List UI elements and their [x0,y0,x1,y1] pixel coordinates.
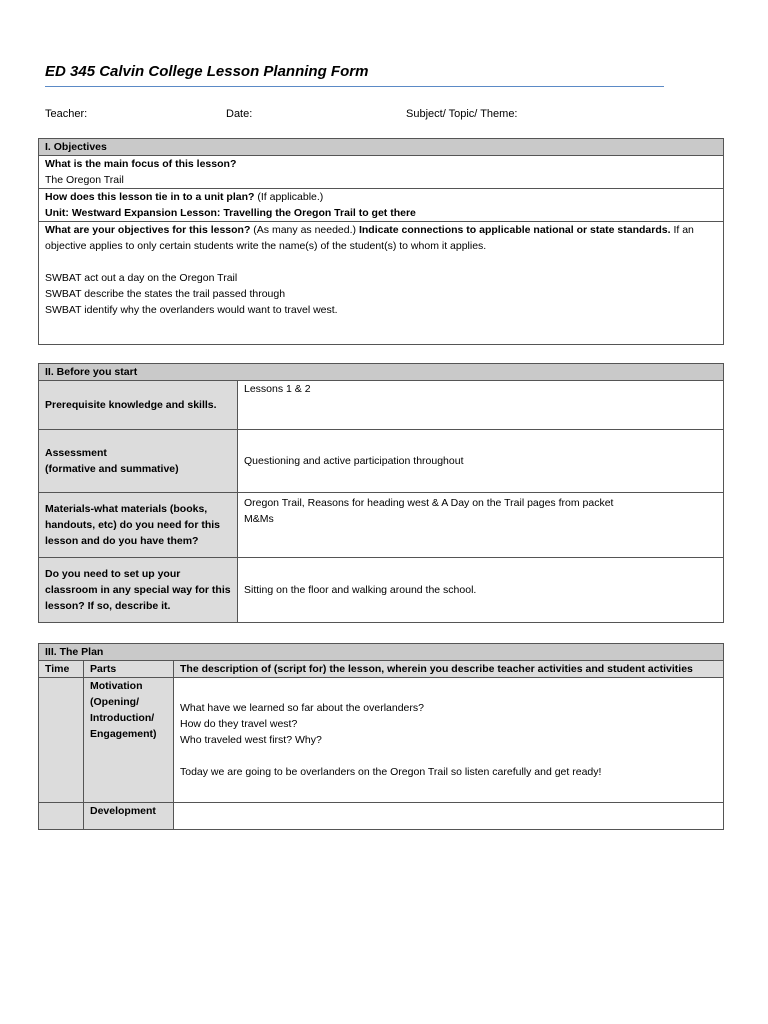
standards-instruction: Indicate connections to applicable national or state standards. [358,224,671,236]
motivation-label: Motivation (Opening/ Introduction/ Engagement) [84,678,174,803]
development-description [174,803,724,830]
main-focus-answer: The Oregon Trail [45,174,124,186]
form-title: ED 345 Calvin College Lesson Planning Form [45,63,369,80]
classroom-setup-label: Do you need to set up your classroom in any special way for this lesson? If so, describe it. [39,558,238,623]
materials-label: Materials-what materials (books, handouts, etc) do you need for this lesson and do you have them? [39,493,238,558]
objectives-question: What are your objectives for this lesson? [45,224,251,236]
motivation-time-cell [39,678,84,803]
date-label: Date: [226,108,253,120]
main-focus-question: What is the main focus of this lesson? [45,158,237,170]
development-time-cell [39,803,84,830]
before-table [38,363,724,623]
title-rule [45,86,664,87]
unit-plan-cell [39,189,724,222]
unit-plan-answer: Unit: Westward Expansion Lesson: Travelling the Oregon Trail to get there [45,207,416,219]
subject-label: Subject/ Topic/ Theme: [406,108,518,120]
objective-item: SWBAT act out a day on the Oregon Trail [45,272,238,284]
objectives-note: (As many as needed.) [250,224,359,236]
classroom-setup-value: Sitting on the floor and walking around the school. [238,558,724,623]
objective-item: SWBAT identify why the overlanders would want to travel west. [45,304,338,316]
plan-heading: III. The Plan [39,644,724,661]
unit-plan-note: (If applicable.) [254,191,324,203]
plan-table [38,643,724,830]
prerequisite-label: Prerequisite knowledge and skills. [39,381,238,430]
col-parts-header: Parts [84,661,174,678]
teacher-label: Teacher: [45,108,88,120]
objectives-instruction: If an objective applies to only certain students write the name(s) of the student(s) to whom it applies. [45,224,694,252]
main-focus-cell [39,156,724,189]
before-heading: II. Before you start [39,364,724,381]
objectives-table [38,138,724,345]
col-time-header: Time [39,661,84,678]
motivation-description: What have we learned so far about the overlanders? How do they travel west? Who traveled west first? Why? Today we are going to be overlanders on the Oregon Trail so listen carefully and get ready! [174,678,724,803]
col-description-header: The description of (script for) the lesson, wherein you describe teacher activities and student activities [174,661,724,678]
assessment-label: Assessment (formative and summative) [39,430,238,493]
development-label: Development [84,803,174,830]
objectives-cell [39,222,724,345]
unit-plan-question: How does this lesson tie in to a unit plan? [45,191,255,203]
objective-item: SWBAT describe the states the trail passed through [45,288,286,300]
prerequisite-value: Lessons 1 & 2 [238,381,724,430]
materials-value: Oregon Trail, Reasons for heading west & A Day on the Trail pages from packet M&Ms [238,493,724,558]
objectives-heading: I. Objectives [39,139,724,156]
assessment-value: Questioning and active participation throughout [238,430,724,493]
